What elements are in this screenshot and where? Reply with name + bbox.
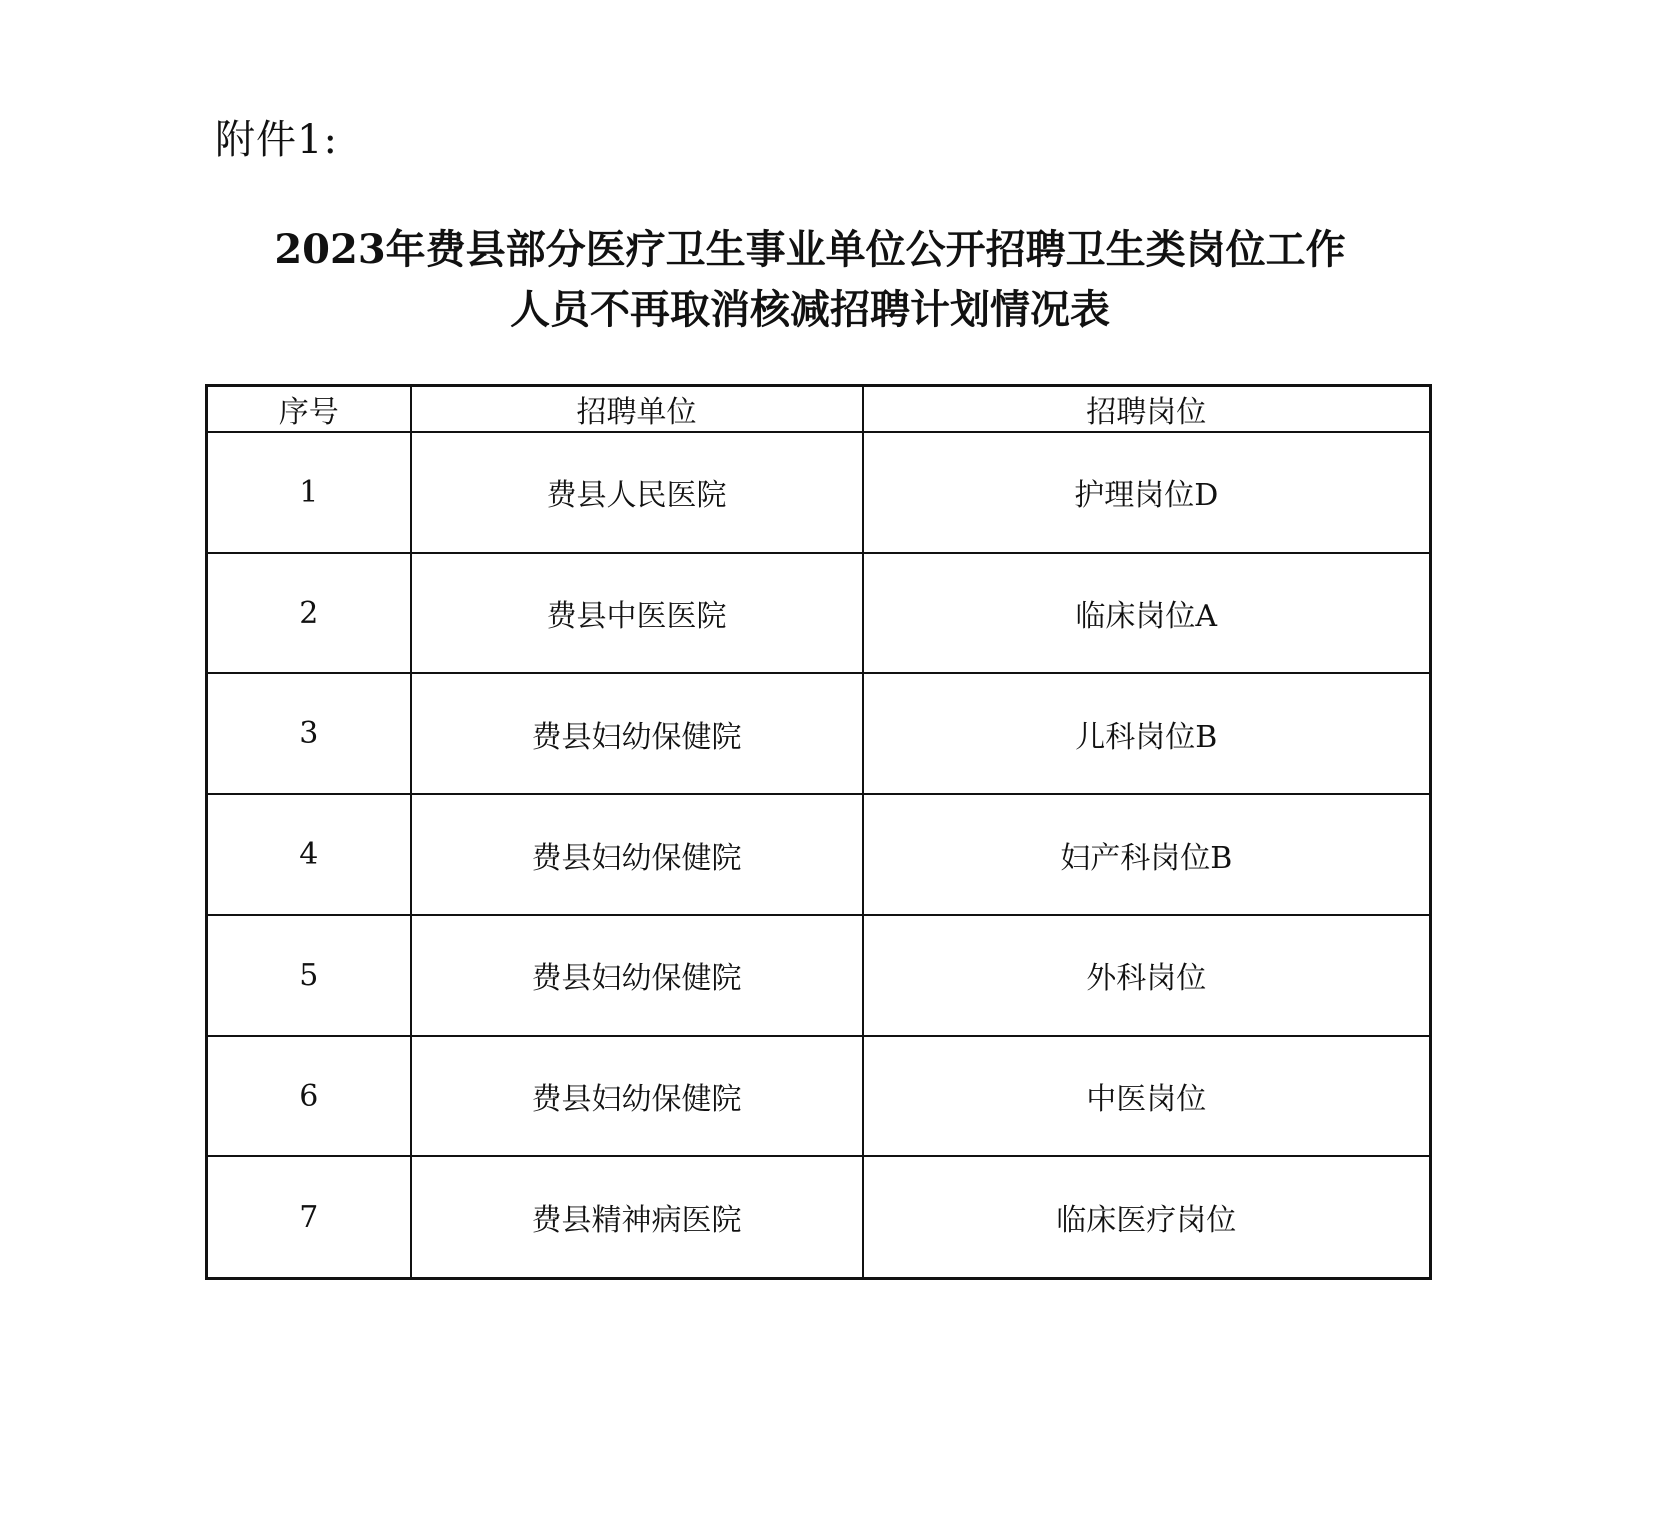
cell-serial-number: 3 — [207, 673, 411, 794]
table-row — [207, 673, 1431, 794]
cell-recruiting-unit: 费县人民医院 — [411, 432, 863, 553]
cell-recruiting-post: 妇产科岗位B — [863, 794, 1431, 915]
cell-recruiting-unit: 费县妇幼保健院 — [411, 794, 863, 915]
header-recruiting-post: 招聘岗位 — [863, 386, 1431, 433]
header-recruiting-unit: 招聘单位 — [411, 386, 863, 433]
cell-serial-number: 2 — [207, 553, 411, 674]
cell-recruiting-post: 护理岗位D — [863, 432, 1431, 553]
cell-serial-number: 1 — [207, 432, 411, 553]
document-title-line-1: 2023年费县部分医疗卫生事业单位公开招聘卫生类岗位工作 — [274, 226, 1346, 273]
table-row — [207, 553, 1431, 674]
table-row — [207, 432, 1431, 553]
table-row — [207, 794, 1431, 915]
table-row — [207, 1036, 1431, 1157]
cell-recruiting-post: 临床医疗岗位 — [863, 1156, 1431, 1278]
table-header-row — [207, 386, 1431, 433]
table-row — [207, 915, 1431, 1036]
cell-serial-number: 4 — [207, 794, 411, 915]
document-title-line-2: 人员不再取消核减招聘计划情况表 — [510, 286, 1110, 333]
table-row — [207, 1156, 1431, 1278]
cell-recruiting-post: 中医岗位 — [863, 1036, 1431, 1157]
cell-serial-number: 5 — [207, 915, 411, 1036]
cell-recruiting-unit: 费县妇幼保健院 — [411, 915, 863, 1036]
cell-recruiting-post: 儿科岗位B — [863, 673, 1431, 794]
cell-recruiting-post: 外科岗位 — [863, 915, 1431, 1036]
recruitment-plan-table — [205, 384, 1432, 1280]
cell-recruiting-post: 临床岗位A — [863, 553, 1431, 674]
cell-recruiting-unit: 费县妇幼保健院 — [411, 1036, 863, 1157]
cell-recruiting-unit: 费县精神病医院 — [411, 1156, 863, 1278]
cell-recruiting-unit: 费县妇幼保健院 — [411, 673, 863, 794]
cell-serial-number: 7 — [207, 1156, 411, 1278]
attachment-label: 附件1: — [215, 117, 338, 163]
header-serial-number: 序号 — [207, 386, 411, 433]
cell-serial-number: 6 — [207, 1036, 411, 1157]
cell-recruiting-unit: 费县中医医院 — [411, 553, 863, 674]
